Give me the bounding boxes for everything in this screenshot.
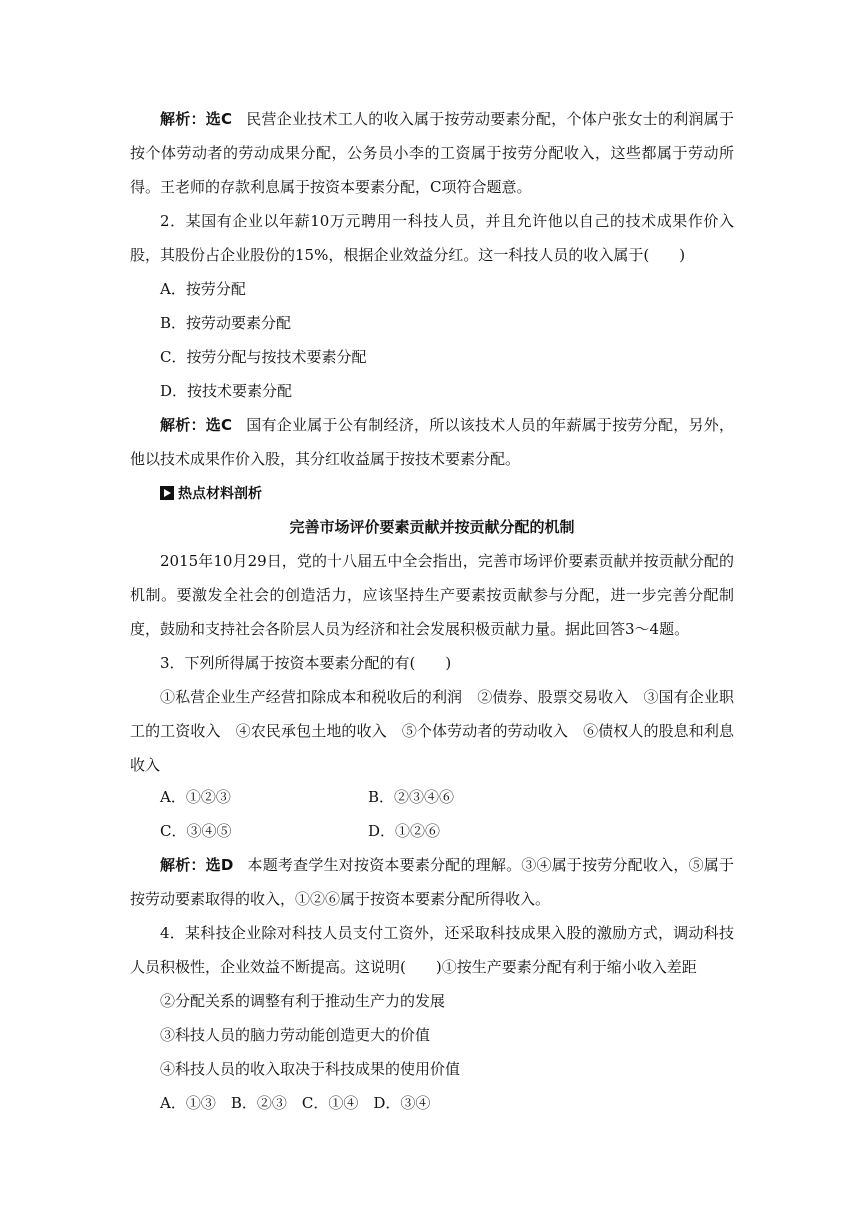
question-2-option-c: C．按劳分配与按技术要素分配 [160, 348, 367, 366]
question-4-item-2: ②分配关系的调整有利于推动生产力的发展 [160, 992, 446, 1010]
play-icon [160, 486, 174, 500]
section-label: 热点材料剖析 [178, 486, 262, 502]
explanation-2 [130, 408, 734, 476]
explanation-label: 解析： [160, 416, 206, 434]
explanation-text: 本题考查学生对按资本要素分配的理解。③④属于按劳分配收入，⑤属于按劳动要素取得的收入，①②⑥属于按资本要素分配所得收入。 [130, 856, 734, 908]
question-2-option-a: A．按劳分配 [160, 280, 246, 298]
question-3-option-c: C．③④⑤ [160, 822, 232, 840]
question-3-stem: 3．下列所得属于按资本要素分配的有( ) [160, 654, 452, 672]
question-4-item-4: ④科技人员的收入取决于科技成果的使用价值 [160, 1060, 461, 1078]
question-3-option-b: B．②③④⑥ [368, 788, 455, 806]
question-4-options: A．①③ B．②③ C．①④ D．③④ [160, 1094, 431, 1112]
explanation-label: 解析： [160, 856, 206, 874]
explanation-1 [130, 102, 734, 204]
question-3-option-a: A．①②③ [160, 788, 231, 806]
explanation-choice: 选D [205, 856, 234, 874]
question-3-items: ①私营企业生产经营扣除成本和税收后的利润 ②债券、股票交易收入 ③国有企业职工的工资收入 ④农民承包土地的收入 ⑤个体劳动者的劳动收入 ⑥债权人的股息和利息收入 [130, 688, 734, 774]
explanation-3 [130, 848, 734, 916]
material-title: 完善市场评价要素贡献并按贡献分配的机制 [289, 518, 575, 536]
question-2-option-d: D．按技术要素分配 [160, 382, 293, 400]
explanation-choice: 选C [205, 110, 233, 128]
question-3-option-d: D．①②⑥ [368, 822, 441, 840]
explanation-choice: 选C [205, 416, 233, 434]
question-2-option-b: B．按劳动要素分配 [160, 314, 292, 332]
question-4-item-3: ③科技人员的脑力劳动能创造更大的价值 [160, 1026, 431, 1044]
section-header [160, 480, 262, 506]
question-2-stem: 2．某国有企业以年薪10万元聘用一科技人员，并且允许他以自己的技术成果作价入股，其股份占企业股份的15%，根据企业效益分红。这一科技人员的收入属于( ) [130, 212, 734, 264]
explanation-text: 国有企业属于公有制经济，所以该技术人员的年薪属于按劳分配，另外，他以技术成果作价入股，其分红收益属于按技术要素分配。 [130, 416, 734, 468]
explanation-text: 民营企业技术工人的收入属于按劳动要素分配，个体户张女士的利润属于按个体劳动者的劳动成果分配，公务员小李的工资属于按劳分配收入，这些都属于劳动所得。王老师的存款利息属于按资本要素分配，C项符合题意。 [130, 110, 734, 196]
question-4-stem: 4．某科技企业除对科技人员支付工资外，还采取科技成果入股的激励方式，调动科技人员积极性，企业效益不断提高。这说明( )①按生产要素分配有利于缩小收入差距 [130, 924, 734, 976]
explanation-label: 解析： [160, 110, 206, 128]
question-3-options-row-1 [160, 780, 455, 814]
question-3-options-row-2 [160, 814, 441, 848]
material-text: 2015年10月29日，党的十八届五中全会指出，完善市场评价要素贡献并按贡献分配的机制。要激发全社会的创造活力，应该坚持生产要素按贡献参与分配，进一步完善分配制度，鼓励和支持社会各阶层人员为经济和社会发展积极贡献力量。据此回答3～4题。 [130, 552, 734, 638]
